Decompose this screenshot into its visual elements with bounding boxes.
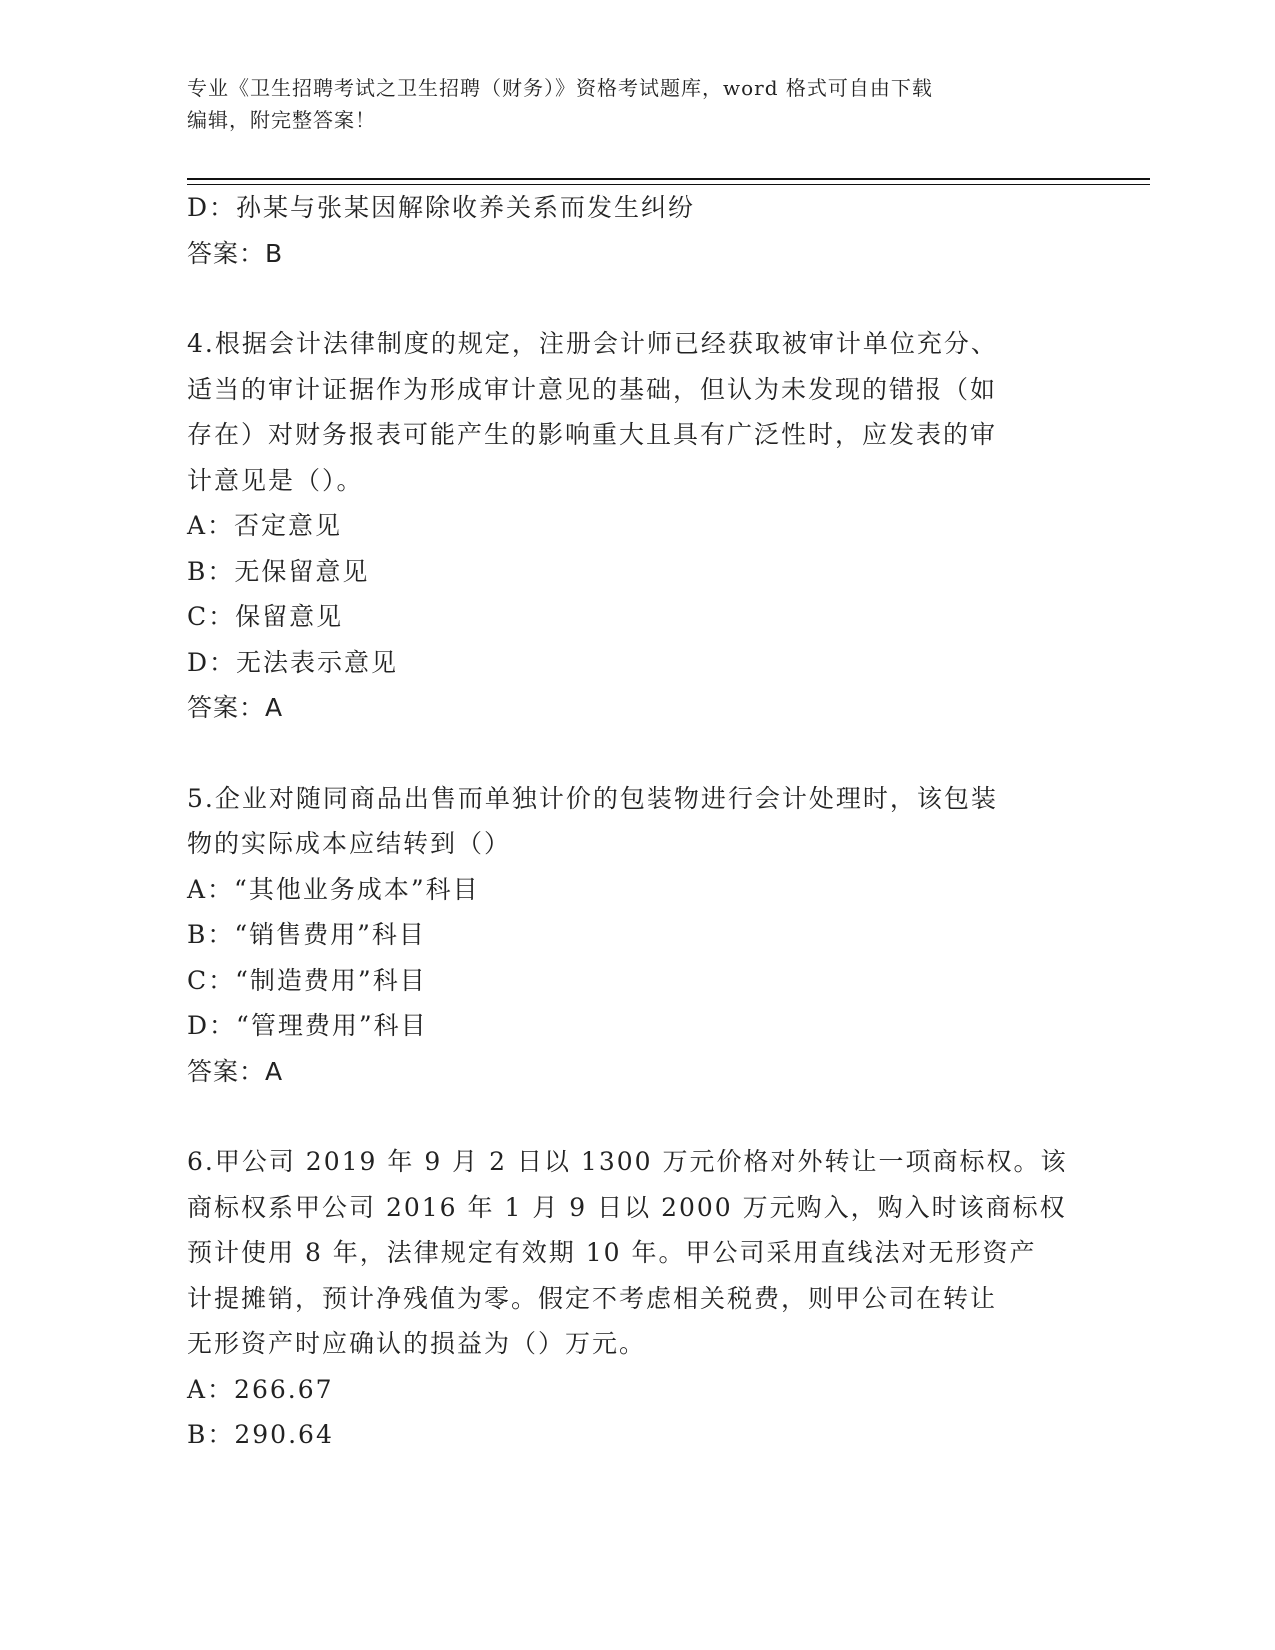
header-line-2: 编辑，附完整答案！ [187, 108, 376, 132]
answer: 答案：B [187, 238, 284, 268]
question-stem-line: 5.企业对随同商品出售而单独计价的包装物进行会计处理时，该包装 [187, 783, 998, 813]
question-stem-line: 物的实际成本应结转到（） [187, 829, 512, 858]
option-a: A：266.67 [187, 1374, 334, 1404]
document-header [187, 72, 1087, 136]
option-d: D：孙某与张某因解除收养关系而发生纠纷 [187, 193, 696, 222]
option-b: B：无保留意见 [187, 556, 370, 586]
option-a: A：否定意见 [187, 511, 343, 540]
question-stem-line: 存在）对财务报表可能产生的影响重大且具有广泛性时，应发表的审 [187, 420, 998, 449]
previous-question-tail [187, 185, 1067, 276]
answer: 答案：A [187, 1056, 284, 1086]
question-stem-line: 4.根据会计法律制度的规定，注册会计师已经获取被审计单位充分、 [187, 329, 998, 358]
document-body [187, 185, 1067, 1458]
question-gap [187, 276, 1067, 321]
question-stem-line: 计意见是（）。 [187, 465, 364, 495]
question-stem-line: 计提摊销，预计净残值为零。假定不考虑相关税费，则甲公司在转让 [187, 1283, 998, 1313]
question-4 [187, 321, 1067, 731]
option-c: C：“制造费用”科目 [187, 965, 427, 995]
header-line-1: 专业《卫生招聘考试之卫生招聘（财务）》资格考试题库，word 格式可自由下载 [187, 76, 933, 100]
option-c: C：保留意见 [187, 602, 344, 631]
question-5 [187, 776, 1067, 1095]
option-d: D：“管理费用”科目 [187, 1011, 428, 1040]
question-6 [187, 1139, 1067, 1458]
question-stem-line: 商标权系甲公司 2016 年 1 月 9 日以 2000 万元购入，购入时该商标权 [187, 1192, 1067, 1222]
question-stem-line: 适当的审计证据作为形成审计意见的基础，但认为未发现的错报（如 [187, 374, 998, 404]
option-b: B：“销售费用”科目 [187, 920, 426, 949]
option-b: B：290.64 [187, 1420, 334, 1449]
question-stem-line: 6.甲公司 2019 年 9 月 2 日以 1300 万元价格对外转让一项商标权。该 [187, 1147, 1068, 1176]
question-stem-line: 无形资产时应确认的损益为（）万元。 [187, 1329, 647, 1358]
option-d: D：无法表示意见 [187, 647, 399, 677]
question-gap [187, 731, 1067, 776]
answer: 答案：A [187, 693, 284, 722]
question-stem-line: 预计使用 8 年，法律规定有效期 10 年。甲公司采用直线法对无形资产 [187, 1238, 1037, 1267]
question-gap [187, 1094, 1067, 1139]
option-a: A：“其他业务成本”科目 [187, 874, 480, 904]
header-divider-thick [187, 178, 1150, 180]
